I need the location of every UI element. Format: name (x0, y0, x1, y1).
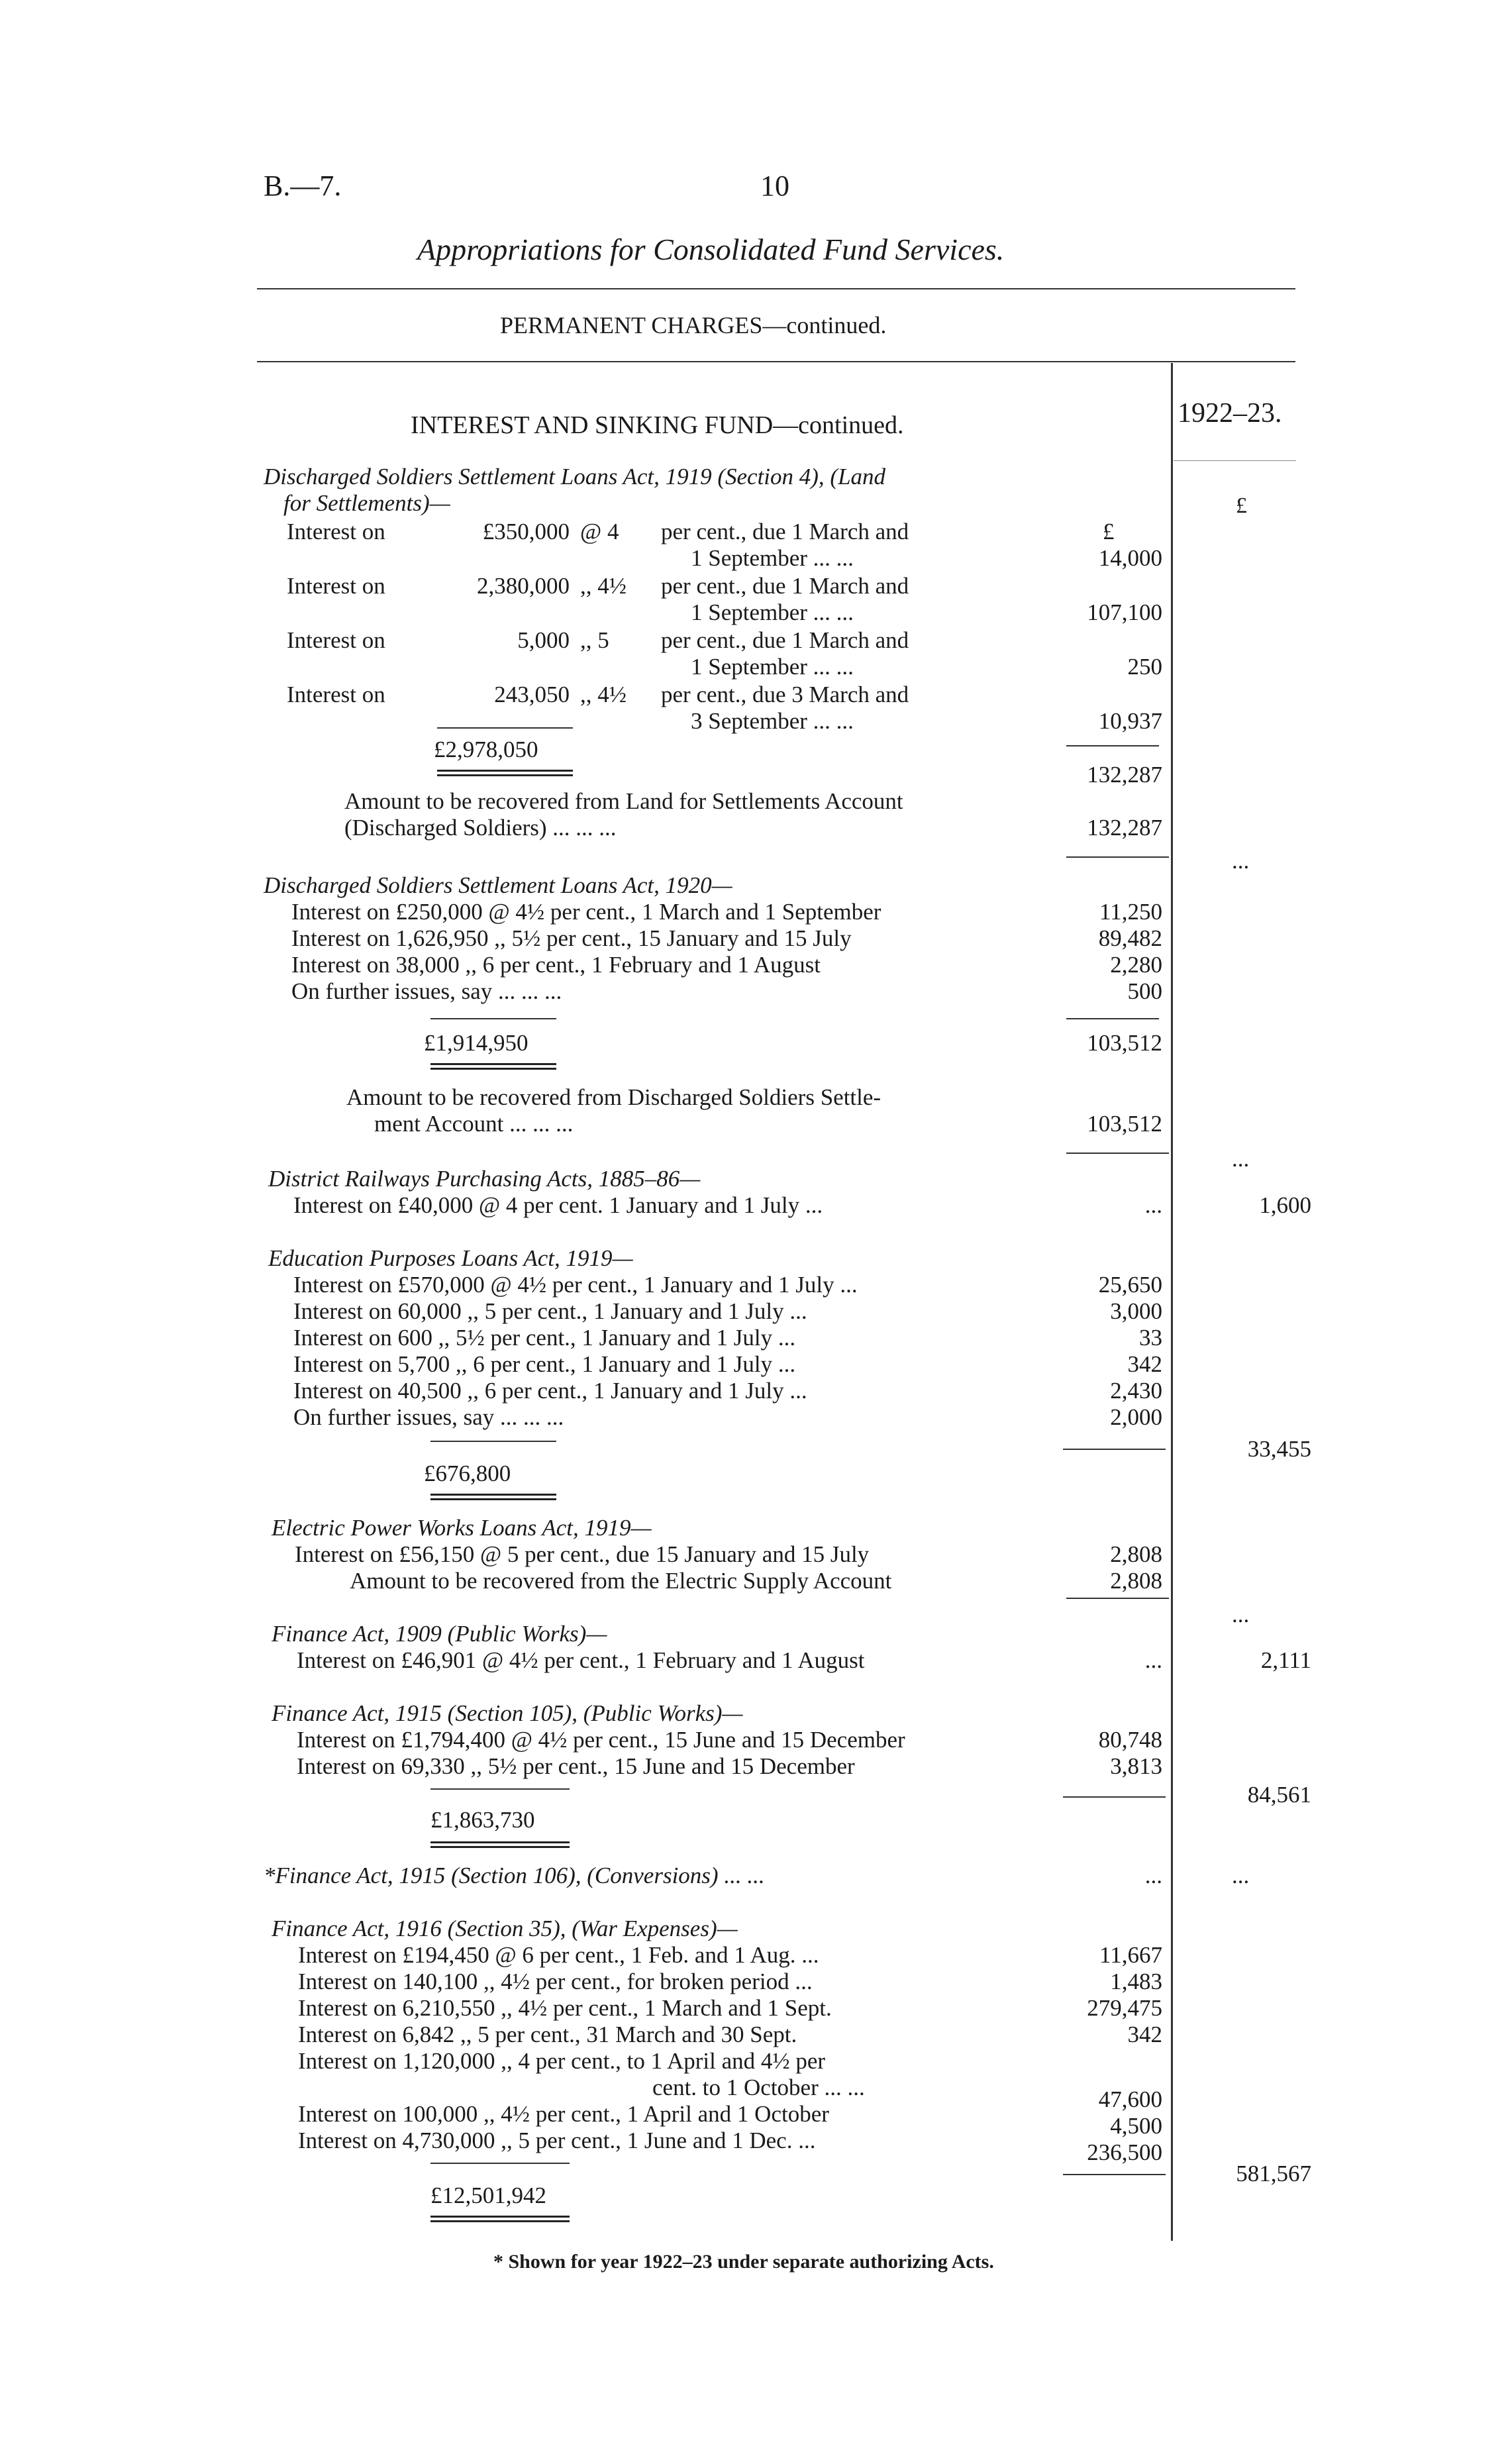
dssl1920-total-amount: £1,914,950 (424, 1030, 528, 1056)
dssl1919-rate-3: ,, 5 (580, 627, 609, 653)
finance1915-line-1: Interest on £1,794,400 @ 4½ per cent., 15 June and 15 December (297, 1727, 905, 1753)
dssl1920-recover-value: 103,512 (1087, 1111, 1162, 1137)
page-title: Appropriations for Consolidated Fund Services. (417, 232, 1005, 266)
dssl1920-line-2: Interest on 1,626,950 ,, 5½ per cent., 15 January and 15 July (291, 925, 852, 951)
education-value-4: 342 (1127, 1351, 1162, 1377)
finance1916-total-amount: £12,501,942 (430, 2182, 546, 2208)
finance1916-total-double-rule (430, 2216, 570, 2222)
finance1915-title: Finance Act, 1915 (Section 105), (Public Works)— (272, 1700, 743, 1726)
finance1915-value-rule (1063, 1796, 1166, 1798)
finance1916-title: Finance Act, 1916 (Section 35), (War Expenses)— (272, 1916, 738, 1941)
finance1915b-title: *Finance Act, 1915 (Section 106), (Conversions) ... ... (264, 1863, 765, 1888)
dssl1919-value-3: 250 (1127, 654, 1162, 680)
education-year-value: 33,455 (1247, 1436, 1311, 1462)
finance1916-line-6: cent. to 1 October ... ... (652, 2075, 865, 2100)
title-rule (257, 288, 1295, 289)
finance1916-value-8: 236,500 (1087, 2139, 1162, 2165)
finance1916-value-6: 47,600 (1098, 2086, 1162, 2112)
dssl1920-line-1: Interest on £250,000 @ 4½ per cent., 1 March and 1 September (291, 899, 881, 925)
dssl1920-total-double-rule (430, 1063, 556, 1070)
dssl1919-value-4: 10,937 (1098, 708, 1162, 734)
dssl1920-value-2: 89,482 (1098, 925, 1162, 951)
dssl1919-desc-4b: 3 September ... ... (691, 708, 854, 734)
education-value-2: 3,000 (1110, 1298, 1162, 1324)
dssl1919-value-rule (1066, 745, 1159, 746)
dssl1920-subtotal: 103,512 (1087, 1030, 1162, 1056)
line-label: Interest on (287, 682, 385, 707)
finance1916-value-7: 4,500 (1110, 2113, 1162, 2139)
dssl1920-line-3: Interest on 38,000 ,, 6 per cent., 1 February and 1 August (291, 952, 821, 978)
education-total-amount: £676,800 (424, 1461, 511, 1486)
electric-end-rule (1066, 1598, 1169, 1599)
finance1915-total-amount: £1,863,730 (430, 1807, 535, 1833)
finance1916-value-2: 1,483 (1110, 1969, 1162, 1994)
dssl1919-recover-value: 132,287 (1087, 815, 1162, 841)
column-divider (1171, 363, 1173, 2241)
finance1916-year-value: 581,567 (1236, 2161, 1311, 2186)
dssl1919-recover-l1: Amount to be recovered from Land for Settlements Account (344, 788, 903, 814)
electric-line-2: Amount to be recovered from the Electric Supply Account (350, 1568, 892, 1594)
railways-title: District Railways Purchasing Acts, 1885–86— (268, 1166, 701, 1192)
education-value-rule (1063, 1449, 1166, 1450)
dssl1919-title: Discharged Soldiers Settlement Loans Act, 1919 (Section 4), (Land (264, 464, 886, 489)
dssl1919-desc-1b: 1 September ... ... (691, 545, 854, 571)
subtitle (500, 311, 886, 339)
finance1915-value-1: 80,748 (1098, 1727, 1162, 1753)
page-ref: B.—7. (264, 170, 342, 202)
dssl1919-line-4 (287, 682, 385, 708)
footnote: * Shown for year 1922–23 under separate authorizing Acts. (493, 2251, 994, 2273)
dssl1919-amount-2: 2,380,000 (477, 573, 570, 599)
dssl1920-title: Discharged Soldiers Settlement Loans Act, 1920— (264, 872, 732, 898)
year-column-label: 1922–23. (1178, 398, 1282, 429)
finance1915-year-value: 84,561 (1247, 1782, 1311, 1808)
dssl1920-year-value: ... (1232, 1146, 1250, 1172)
dssl1920-value-3: 2,280 (1110, 952, 1162, 978)
education-title: Education Purposes Loans Act, 1919— (268, 1245, 633, 1271)
dssl1919-amount-1: £350,000 (482, 519, 570, 544)
finance1916-line-5: Interest on 1,120,000 ,, 4 per cent., to 1 April and 4½ per (298, 2048, 826, 2074)
dssl1919-recover-l2: (Discharged Soldiers) ... ... ... (344, 815, 617, 841)
finance1916-value-rule (1063, 2174, 1166, 2175)
finance1915-value-2: 3,813 (1110, 1753, 1162, 1779)
subtitle-text: PERMANENT CHARGES—continued. (500, 312, 887, 338)
dssl1919-line-1 (287, 519, 385, 545)
education-value-6: 2,000 (1110, 1404, 1162, 1430)
finance1915-total-double-rule (430, 1841, 570, 1848)
education-line-2: Interest on 60,000 ,, 5 per cent., 1 January and 1 July ... (293, 1298, 807, 1324)
dssl1920-end-rule (1066, 1153, 1169, 1154)
education-line-4: Interest on 5,700 ,, 6 per cent., 1 January and 1 July ... (293, 1351, 796, 1377)
dssl1919-desc-2a: per cent., due 1 March and (661, 573, 909, 599)
railways-value: ... (1144, 1192, 1162, 1218)
dssl1920-line-4: On further issues, say ... ... ... (291, 978, 562, 1004)
page-number: 10 (760, 170, 789, 202)
line-label: Interest on (287, 519, 385, 544)
dssl1920-value-1: 11,250 (1099, 899, 1162, 925)
finance1916-line-8: Interest on 4,730,000 ,, 5 per cent., 1 June and 1 Dec. ... (298, 2128, 816, 2153)
education-amount-rule (430, 1441, 556, 1442)
education-value-3: 33 (1139, 1325, 1162, 1351)
dssl1919-line-3 (287, 627, 385, 654)
electric-year-value: ... (1232, 1602, 1250, 1627)
dssl1919-desc-3b: 1 September ... ... (691, 654, 854, 680)
dssl1919-year-value: ... (1232, 848, 1250, 874)
dssl1919-line-2 (287, 573, 385, 599)
education-line-1: Interest on £570,000 @ 4½ per cent., 1 January and 1 July ... (293, 1272, 858, 1298)
dssl1920-recover-l1: Amount to be recovered from Discharged Soldiers Settle- (346, 1084, 881, 1110)
dssl1919-amount-3: 5,000 (517, 627, 570, 653)
finance1909-year-value: 2,111 (1260, 1647, 1311, 1673)
line-label: Interest on (287, 573, 385, 599)
finance1915-amount-rule (430, 1788, 570, 1790)
dssl1919-value-1: 14,000 (1098, 545, 1162, 571)
year-header-rule (1174, 460, 1296, 461)
finance1909-line: Interest on £46,901 @ 4½ per cent., 1 February and 1 August (297, 1647, 865, 1673)
subtitle-rule (257, 361, 1295, 362)
finance1916-line-7: Interest on 100,000 ,, 4½ per cent., 1 April and 1 October (298, 2101, 829, 2127)
dssl1920-value-4: 500 (1127, 978, 1162, 1004)
electric-value-2: 2,808 (1110, 1568, 1162, 1594)
dssl1919-rate-2: ,, 4½ (580, 573, 627, 599)
finance1916-value-3: 279,475 (1087, 1995, 1162, 2021)
education-line-6: On further issues, say ... ... ... (293, 1404, 564, 1430)
year-currency: £ (1236, 493, 1247, 518)
finance1915-line-2: Interest on 69,330 ,, 5½ per cent., 15 June and 15 December (297, 1753, 855, 1779)
finance1909-value: ... (1144, 1647, 1162, 1673)
electric-title: Electric Power Works Loans Act, 1919— (272, 1515, 652, 1541)
railways-year-value: 1,600 (1259, 1192, 1311, 1218)
finance1916-value-4: 342 (1127, 2022, 1162, 2047)
dssl1919-rate-4: ,, 4½ (580, 682, 627, 707)
line-label: Interest on (287, 627, 385, 653)
electric-value-1: 2,808 (1110, 1541, 1162, 1567)
dssl1919-rate-1: @ 4 (580, 519, 619, 544)
dssl1919-title-cont: for Settlements)— (283, 490, 450, 516)
dssl1919-amount-rule (437, 727, 573, 729)
main-currency: £ (1103, 519, 1115, 544)
finance1909-title: Finance Act, 1909 (Public Works)— (272, 1621, 607, 1647)
dssl1920-value-rule (1066, 1018, 1159, 1019)
dssl1919-desc-4a: per cent., due 3 March and (661, 682, 909, 707)
dssl1919-desc-1a: per cent., due 1 March and (661, 519, 909, 544)
education-total-double-rule (430, 1494, 556, 1500)
finance1916-line-3: Interest on 6,210,550 ,, 4½ per cent., 1 March and 1 Sept. (298, 1995, 832, 2021)
dssl1919-subtotal: 132,287 (1087, 762, 1162, 788)
finance1916-line-2: Interest on 140,100 ,, 4½ per cent., for broken period ... (298, 1969, 813, 1994)
dssl1920-recover-l2: ment Account ... ... ... (374, 1111, 574, 1137)
finance1916-amount-rule (430, 2163, 570, 2164)
dssl1919-value-2: 107,100 (1087, 599, 1162, 625)
dssl1919-amount-4: 243,050 (494, 682, 570, 707)
dssl1919-desc-2b: 1 September ... ... (691, 599, 854, 625)
railways-line: Interest on £40,000 @ 4 per cent. 1 January and 1 July ... (293, 1192, 823, 1218)
finance1916-value-1: 11,667 (1099, 1942, 1162, 1968)
finance1915b-year-value: ... (1232, 1863, 1250, 1888)
dssl1919-end-rule (1066, 856, 1169, 858)
finance1916-line-1: Interest on £194,450 @ 6 per cent., 1 Feb. and 1 Aug. ... (298, 1942, 819, 1968)
education-value-5: 2,430 (1110, 1378, 1162, 1404)
education-value-1: 25,650 (1098, 1272, 1162, 1298)
finance1915b-value: ... (1144, 1863, 1162, 1888)
education-line-3: Interest on 600 ,, 5½ per cent., 1 January and 1 July ... (293, 1325, 796, 1351)
section-heading: INTEREST AND SINKING FUND—continued. (411, 411, 904, 439)
finance1916-line-4: Interest on 6,842 ,, 5 per cent., 31 March and 30 Sept. (298, 2022, 797, 2047)
electric-line-1: Interest on £56,150 @ 5 per cent., due 15 January and 15 July (295, 1541, 870, 1567)
dssl1920-amount-rule (430, 1018, 556, 1019)
dssl1919-total-amount: £2,978,050 (434, 737, 538, 762)
dssl1919-total-double-rule (437, 770, 573, 776)
education-line-5: Interest on 40,500 ,, 6 per cent., 1 January and 1 July ... (293, 1378, 807, 1404)
dssl1919-desc-3a: per cent., due 1 March and (661, 627, 909, 653)
